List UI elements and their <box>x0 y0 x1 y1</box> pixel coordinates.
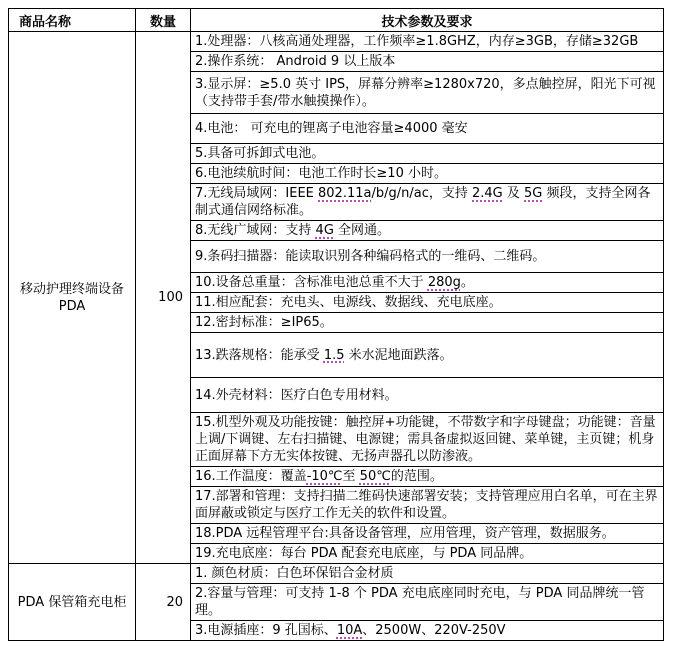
spellcheck-underline: 802.11a <box>318 186 372 201</box>
table-body <box>9 32 664 641</box>
spec-text: 1.处理器：八核高通处理器，工作频率≥1.8GHZ，内存≥3GB，存储≥32GB <box>191 32 664 52</box>
spellcheck-underline: -10℃ <box>306 469 343 484</box>
header-quantity: 数量 <box>136 9 191 32</box>
product-name: PDA 保管箱充电柜 <box>9 564 136 641</box>
spellcheck-underline: 1.5 <box>323 347 345 363</box>
spellcheck-underline: 50℃ <box>359 469 391 484</box>
spec-text: 12.密封标准：≥IP65。 <box>191 313 664 333</box>
spec-text: 15.机型外观及功能按键：触控屏+功能键，不带数字和字母键盘；功能键：音量上调/下调键、左右扫描键、电源键；需具备虚拟返回键、菜单键，主页键；机身正面屏幕下方无实体按键、无扬声器孔以防渗液。 <box>191 413 664 467</box>
spellcheck-underline: 280g <box>427 275 461 290</box>
spec-text: 4.电池： 可充电的锂离子电池容量≥4000 毫安 <box>191 114 664 144</box>
spec-text: 10.设备总重量：含标准电池总重不大于 280g。 <box>191 273 664 293</box>
header-specs: 技术参数及要求 <box>191 9 664 32</box>
spec-text: 14.外壳材料：医疗白色专用材料。 <box>191 378 664 413</box>
header-product-name: 商品名称 <box>9 9 136 32</box>
spec-table <box>8 8 664 641</box>
spec-text: 9.条码扫描器：能读取识别各种编码格式的一维码、二维码。 <box>191 241 664 273</box>
spec-text: 6.电池续航时间：电池工作时长≥10 小时。 <box>191 164 664 184</box>
spec-text: 3.显示屏：≥5.0 英寸 IPS，屏幕分辨率≥1280x720，多点触控屏，阳光下可视（支持带手套/带水触摸操作）。 <box>191 72 664 114</box>
spellcheck-underline: 4G <box>315 223 334 238</box>
spec-text: 2.操作系统： Android 9 以上版本 <box>191 52 664 72</box>
spellcheck-underline: 5G <box>524 186 543 201</box>
spec-text: 19.充电底座：每台 PDA 配套充电底座，与 PDA 同品牌。 <box>191 544 664 564</box>
spec-text: 1. 颜色材质：白色环保铝合金材质 <box>191 564 664 584</box>
spec-text: 16.工作温度：覆盖-10℃至 50℃的范围。 <box>191 467 664 487</box>
quantity-value: 20 <box>136 564 191 641</box>
spellcheck-underline: 10A <box>336 623 363 638</box>
spec-text: 11.相应配套：充电头、电源线、数据线、充电底座。 <box>191 293 664 313</box>
header-row <box>9 9 664 32</box>
spellcheck-underline: 2.4G <box>472 186 503 201</box>
product-name: 移动护理终端设备 PDA <box>9 32 136 564</box>
spec-text: 3.电源插座：9 孔国标、10A、2500W、220V-250V <box>191 621 664 641</box>
quantity-value: 100 <box>136 32 191 564</box>
spec-text: 5.具备可拆卸式电池。 <box>191 144 664 164</box>
spec-text: 17.部署和管理：支持扫描二维码快速部署安装；支持管理应用白名单，可在主界面屏蔽或锁定与医疗工作无关的软件和设置。 <box>191 487 664 524</box>
spec-text: 7.无线局域网：IEEE 802.11a/b/g/n/ac，支持 2.4G 及 5G 频段，支持全网各制式通信网络标准。 <box>191 184 664 221</box>
spec-text: 18.PDA 远程管理平台:具备设备管理，应用管理，资产管理，数据服务。 <box>191 524 664 544</box>
spec-text: 8.无线广域网：支持 4G 全网通。 <box>191 221 664 241</box>
spec-text: 13.跌落规格：能承受 1.5 米水泥地面跌落。 <box>191 333 664 378</box>
spec-row <box>9 564 664 584</box>
spec-row <box>9 32 664 52</box>
spec-text: 2.容量与管理：可支持 1-8 个 PDA 充电底座同时充电，与 PDA 同品牌统一管理。 <box>191 584 664 621</box>
